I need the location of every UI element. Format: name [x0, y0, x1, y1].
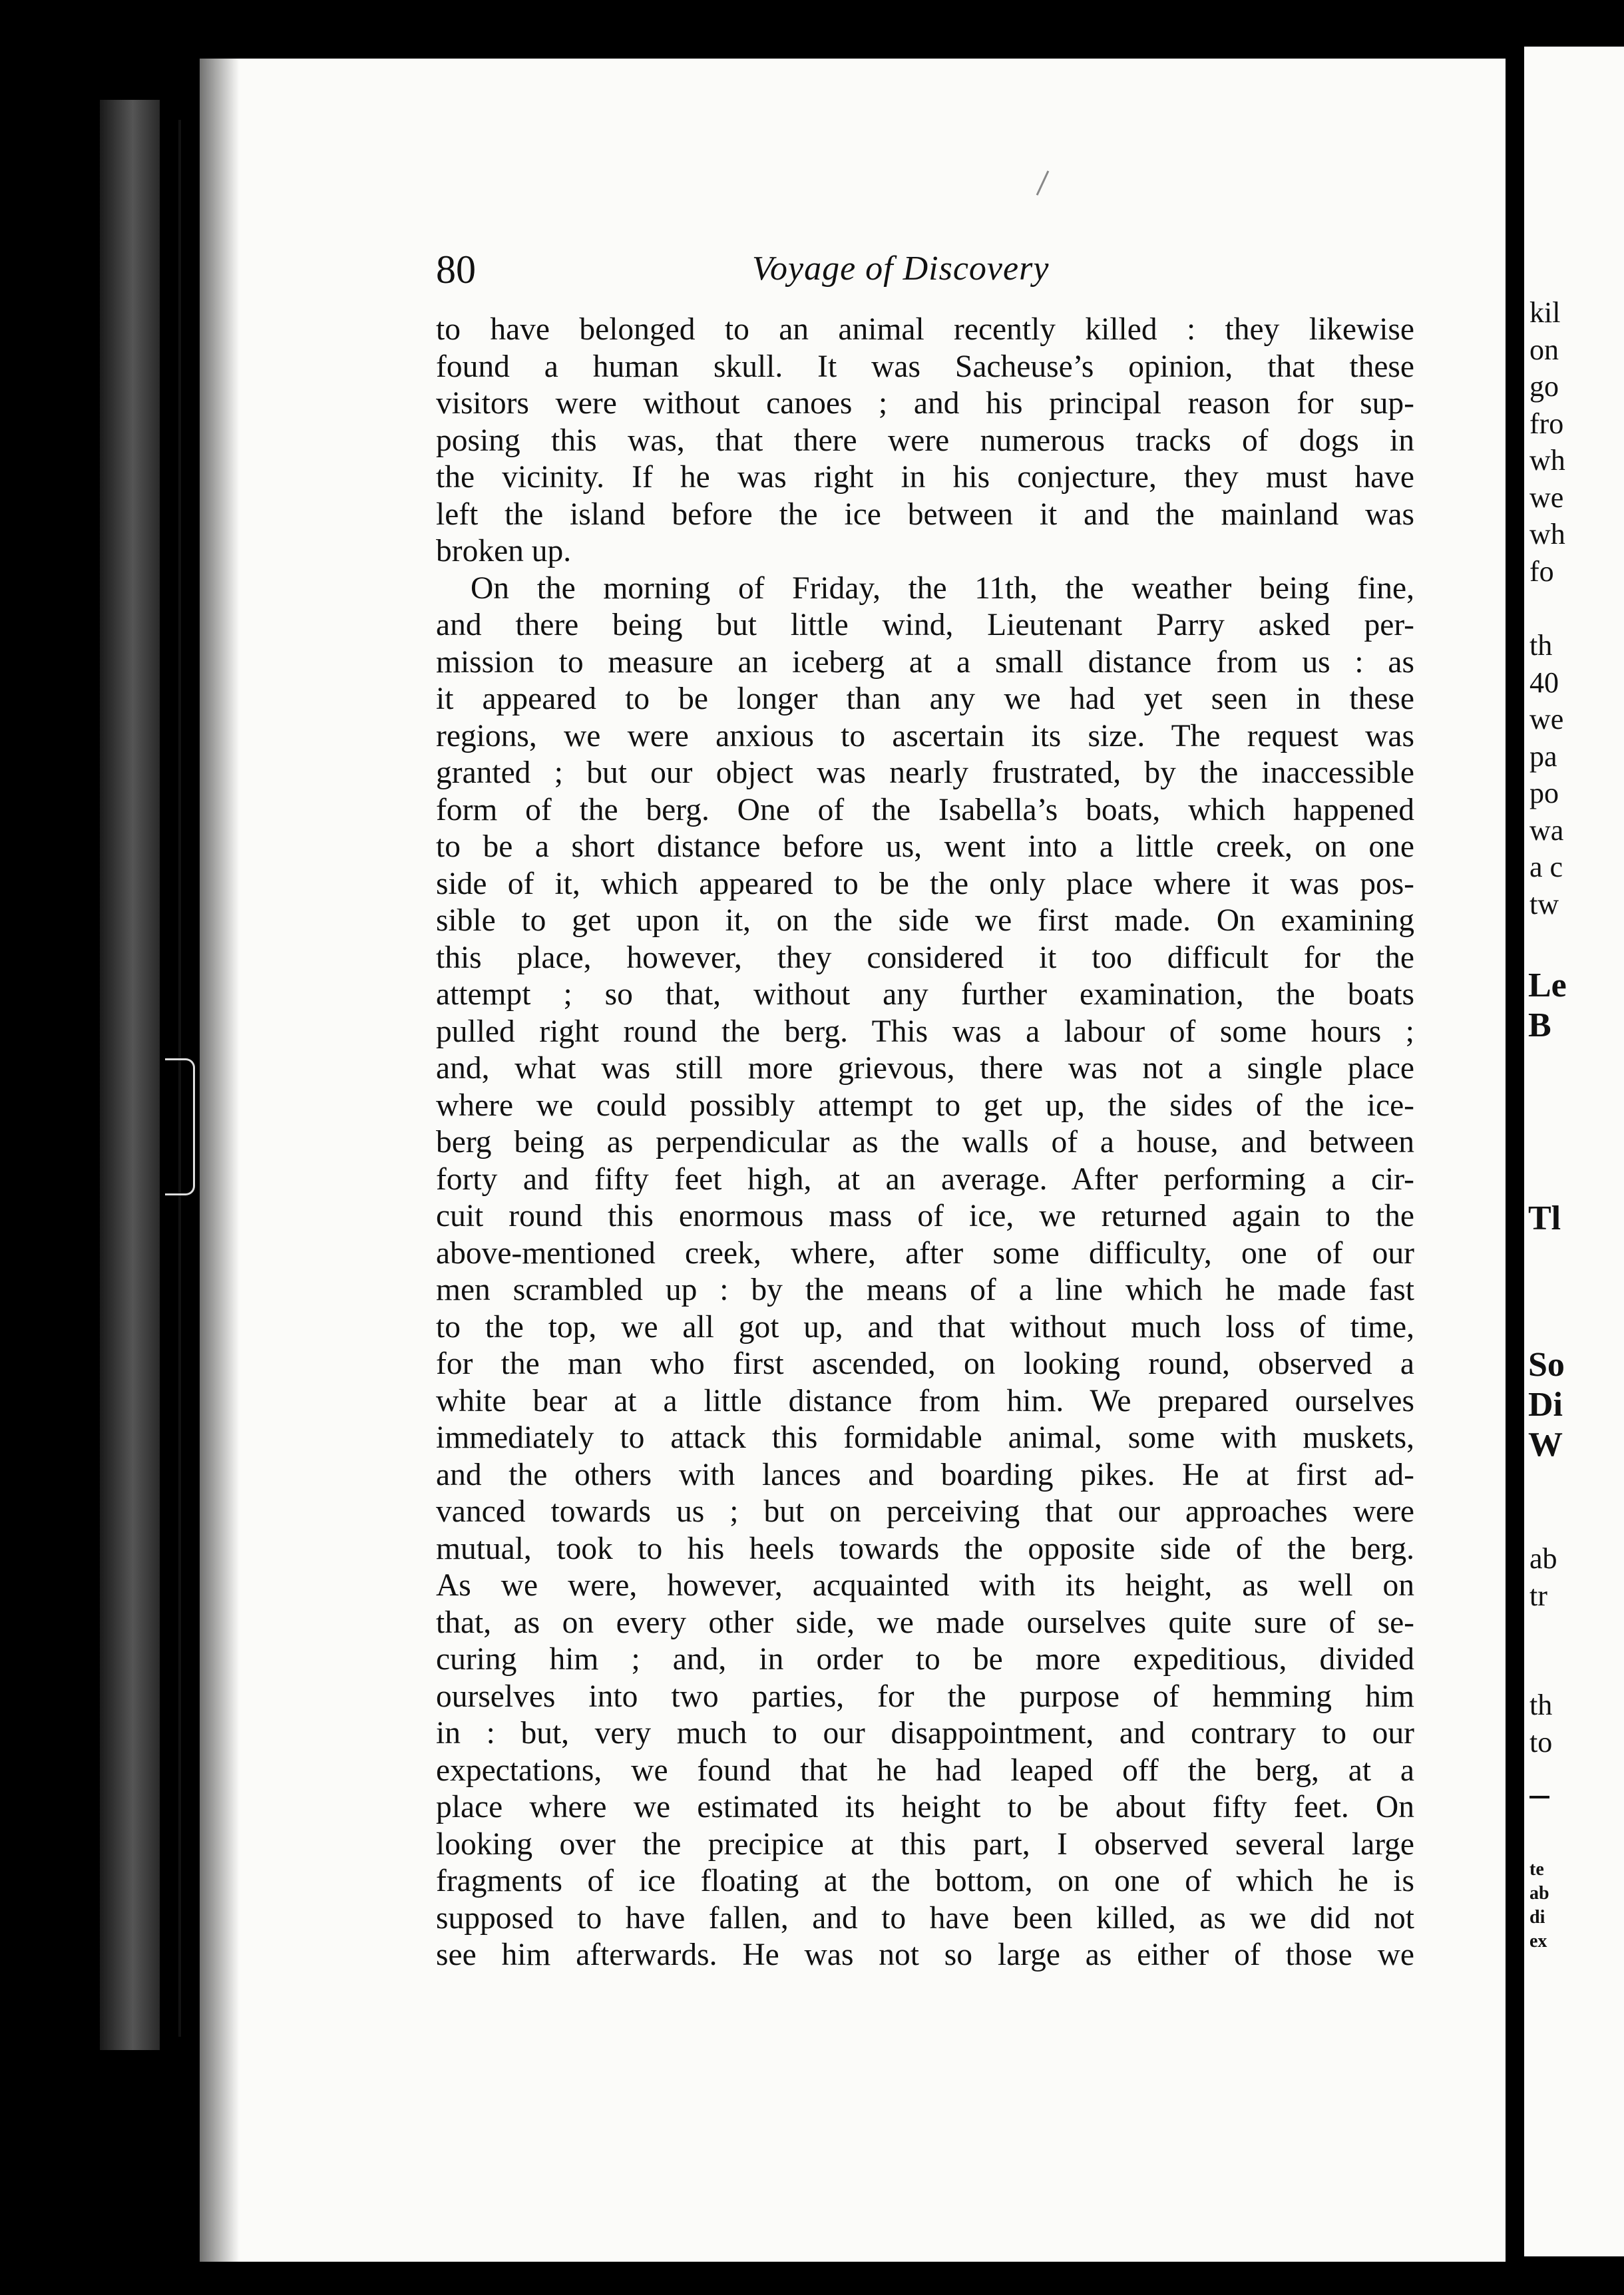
facing-text-fragment: wh — [1529, 444, 1565, 477]
text-line: form of the berg. One of the Isabella’s boats, which happened — [436, 792, 1414, 827]
text-line: it appeared to be longer than any we had yet seen in these — [436, 682, 1414, 716]
text-line: forty and fifty feet high, at an average. After performing a cir- — [436, 1161, 1414, 1197]
text-line: side of it, which appeared to be the only place where it was pos- — [436, 866, 1414, 901]
text-line: expectations, we found that he had leaped off the berg, at a — [436, 1753, 1414, 1788]
facing-text-fragment: fro — [1529, 407, 1564, 440]
facing-text-fragment: kil — [1529, 296, 1561, 329]
text-line: see him afterwards. He was not so large as either of those we — [436, 1938, 1414, 1972]
running-head: Voyage of Discovery — [752, 250, 1050, 288]
text-line: the vicinity. If he was right in his conjecture, they must have — [436, 460, 1414, 495]
text-line: for the man who first ascended, on looking round, observed a — [436, 1347, 1414, 1381]
facing-heading-fragment: Tl — [1528, 1199, 1561, 1237]
text-line: white bear at a little distance from him. We prepared ourselves — [436, 1383, 1414, 1418]
text-line: On the morning of Friday, the 11th, the weather being fine, — [471, 570, 1414, 606]
facing-text-fragment: th — [1529, 629, 1553, 662]
text-line: looking over the precipice at this part, I observed several large — [436, 1826, 1414, 1862]
facing-heading-fragment: B — [1528, 1006, 1551, 1044]
text-line: mission to measure an iceberg at a small distance from us : as — [436, 644, 1414, 680]
facing-text-fragment: wh — [1529, 518, 1565, 550]
facing-heading-fragment: W — [1528, 1426, 1563, 1464]
facing-text-fragment: pa — [1529, 739, 1557, 773]
body-text — [436, 312, 1414, 1974]
text-line: and there being but little wind, Lieutenant Parry asked per- — [436, 608, 1414, 642]
text-line: posing this was, that there were numerous tracks of dogs in — [436, 423, 1414, 458]
facing-text-fragment: go — [1529, 370, 1559, 403]
facing-footnote-fragment: ab — [1529, 1883, 1549, 1904]
facing-text-fragment: ab — [1529, 1542, 1557, 1575]
facing-rule — [1529, 1796, 1549, 1798]
text-line: to the top, we all got up, and that without much loss of time, — [436, 1309, 1414, 1345]
facing-text-fragment: tw — [1529, 887, 1559, 921]
text-line: supposed to have fallen, and to have been killed, as we did not — [436, 1900, 1414, 1936]
text-line: As we were, however, acquainted with its height, as well on — [436, 1568, 1414, 1603]
page-edge-tab — [165, 1058, 195, 1195]
text-line: broken up. — [436, 534, 572, 568]
text-line: above-mentioned creek, where, after some difficulty, one of our — [436, 1235, 1414, 1271]
facing-text-fragment: tr — [1529, 1579, 1547, 1612]
text-line: visitors were without canoes ; and his principal reason for sup- — [436, 386, 1414, 421]
text-line: pulled right round the berg. This was a labour of some hours ; — [436, 1014, 1414, 1049]
text-line: immediately to attack this formidable animal, some with muskets, — [436, 1420, 1414, 1455]
facing-text-fragment: we — [1529, 481, 1564, 514]
text-line: curing him ; and, in order to be more expeditious, divided — [436, 1642, 1414, 1677]
book-spine — [100, 100, 160, 2050]
page-number: 80 — [436, 248, 476, 292]
text-line: ourselves into two parties, for the purpose of hemming him — [436, 1679, 1414, 1714]
facing-heading-fragment: Le — [1528, 966, 1567, 1004]
text-line: found a human skull. It was Sacheuse’s opinion, that these — [436, 349, 1414, 384]
text-line: place where we estimated its height to be about fifty feet. On — [436, 1790, 1414, 1824]
facing-heading-fragment: Di — [1528, 1386, 1563, 1424]
text-line: and the others with lances and boarding pikes. He at first ad- — [436, 1457, 1414, 1492]
facing-text-fragment: we — [1529, 703, 1564, 735]
facing-text-fragment: 40 — [1529, 666, 1559, 699]
text-line: to be a short distance before us, went into a little creek, on one — [436, 829, 1414, 864]
text-line: left the island before the ice between it and the mainland was — [436, 497, 1414, 532]
facing-text-fragment: th — [1529, 1689, 1553, 1721]
facing-text-fragment: to — [1529, 1725, 1553, 1759]
text-line: men scrambled up : by the means of a line which he made fast — [436, 1273, 1414, 1307]
text-line: sible to get upon it, on the side we first made. On examining — [436, 903, 1414, 938]
facing-heading-fragment: So — [1528, 1346, 1565, 1384]
text-line: vanced towards us ; but on perceiving that our approaches were — [436, 1494, 1414, 1529]
gutter — [1506, 0, 1524, 2295]
text-line: granted ; but our object was nearly frustrated, by the inaccessible — [436, 755, 1414, 790]
page-gutter-shadow — [200, 59, 240, 2262]
facing-footnote-fragment: di — [1529, 1907, 1545, 1928]
facing-page-fragment — [1524, 47, 1624, 2256]
facing-text-fragment: wa — [1529, 813, 1564, 847]
facing-text-fragment: po — [1529, 777, 1559, 809]
text-line: where we could possibly attempt to get up, the sides of the ice- — [436, 1088, 1414, 1123]
text-line: cuit round this enormous mass of ice, we returned again to the — [436, 1199, 1414, 1233]
text-line: and, what was still more grievous, there was not a single place — [436, 1051, 1414, 1086]
text-line: attempt ; so that, without any further examination, the boats — [436, 977, 1414, 1012]
facing-footnote-fragment: ex — [1529, 1931, 1547, 1952]
facing-text-fragment: a c — [1529, 851, 1563, 883]
text-line: berg being as perpendicular as the walls of a house, and between — [436, 1125, 1414, 1159]
facing-text-fragment: on — [1529, 333, 1559, 366]
text-line: mutual, took to his heels towards the opposite side of the berg. — [436, 1531, 1414, 1566]
text-line: that, as on every other side, we made ourselves quite sure of se- — [436, 1605, 1414, 1640]
text-line: to have belonged to an animal recently killed : they likewise — [436, 312, 1414, 347]
text-line: fragments of ice floating at the bottom, on one of which he is — [436, 1864, 1414, 1898]
text-line: in : but, very much to our disappointment, and contrary to our — [436, 1716, 1414, 1751]
text-line: this place, however, they considered it too difficult for the — [436, 940, 1414, 975]
text-line: regions, we were anxious to ascertain its size. The request was — [436, 718, 1414, 753]
facing-text-fragment: fo — [1529, 554, 1554, 588]
facing-footnote-fragment: te — [1529, 1859, 1544, 1880]
